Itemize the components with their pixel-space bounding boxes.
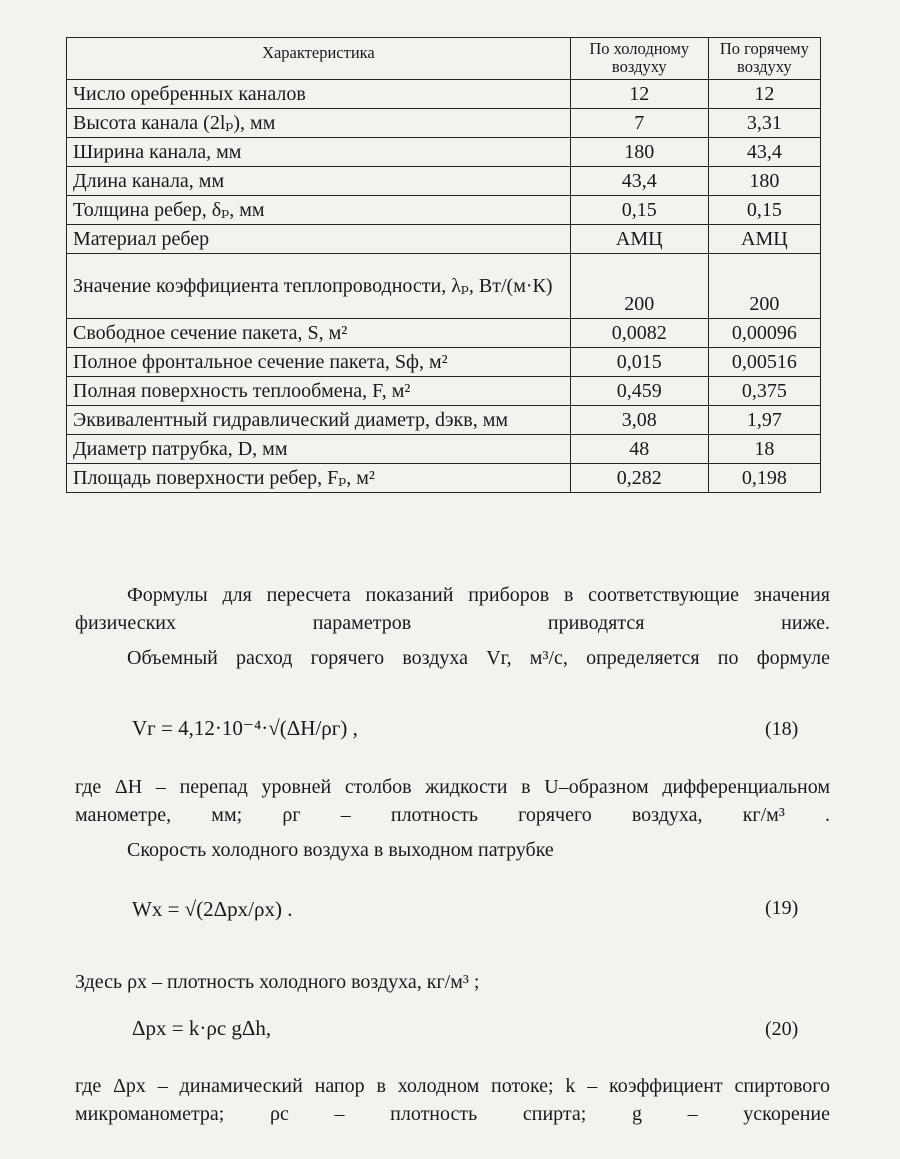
row-name: Полное фронтальное сечение пакета, Sф, м² (67, 347, 571, 376)
table-row (67, 224, 821, 253)
header-characteristic: Характеристика (67, 38, 571, 80)
table-row (67, 376, 821, 405)
row-cold-value: 200 (570, 253, 708, 318)
row-hot-value: 43,4 (708, 137, 820, 166)
paragraph-delta-h-definition: где ΔH – перепад уровней столбов жидкости в U–образном дифференциальном манометре, мм; ρг – плотность горячего воздуха, кг/м³ . (75, 776, 830, 826)
row-cold-value: 0,015 (570, 347, 708, 376)
paragraph-formulas-intro: Формулы для пересчета показаний приборов в соответствующие значения физических параметров приводятся ниже. (75, 584, 830, 634)
row-hot-value: 18 (708, 434, 820, 463)
row-name: Значение коэффициента теплопроводности, λₚ, Вт/(м·К) (67, 253, 571, 318)
row-cold-value: 12 (570, 79, 708, 108)
table-row (67, 463, 821, 492)
paragraph-dynamic-pressure-definition: где Δpх – динамический напор в холодном потоке; k – коэффициент спиртового микроманометра; ρс – плотность спирта; g – ускорение (75, 1075, 830, 1125)
row-name: Длина канала, мм (67, 166, 571, 195)
row-cold-value: 0,0082 (570, 318, 708, 347)
equation-20: Δpх = k·ρс gΔh, (132, 1016, 272, 1040)
row-cold-value: 180 (570, 137, 708, 166)
header-cold-air: По холодному воздуху (570, 38, 708, 80)
row-cold-value: 3,08 (570, 405, 708, 434)
table-row (67, 195, 821, 224)
paragraph-hot-air-flow: Объемный расход горячего воздуха Vг, м³/с, определяется по формуле (127, 647, 830, 669)
table-row (67, 79, 821, 108)
row-name: Материал ребер (67, 224, 571, 253)
row-hot-value: 3,31 (708, 108, 820, 137)
row-cold-value: АМЦ (570, 224, 708, 253)
row-cold-value: 0,459 (570, 376, 708, 405)
table-row (67, 434, 821, 463)
row-cold-value: 7 (570, 108, 708, 137)
row-name: Ширина канала, мм (67, 137, 571, 166)
row-name: Площадь поверхности ребер, Fₚ, м² (67, 463, 571, 492)
row-hot-value: 0,15 (708, 195, 820, 224)
table-row (67, 108, 821, 137)
row-cold-value: 43,4 (570, 166, 708, 195)
paragraph-cold-air-speed: Скорость холодного воздуха в выходном патрубке (127, 839, 554, 861)
equation-19: Wх = √(2Δpх/ρх) . (132, 897, 293, 921)
row-name: Свободное сечение пакета, S, м² (67, 318, 571, 347)
row-hot-value: 180 (708, 166, 820, 195)
header-hot-air: По горячему воздуху (708, 38, 820, 80)
row-name: Высота канала (2lₚ), мм (67, 108, 571, 137)
row-hot-value: 0,198 (708, 463, 820, 492)
table-row (67, 347, 821, 376)
table-row (67, 137, 821, 166)
paragraph-cold-air-density: Здесь ρх – плотность холодного воздуха, кг/м³ ; (75, 971, 480, 993)
row-hot-value: 0,375 (708, 376, 820, 405)
table-row (67, 253, 821, 318)
table-row (67, 318, 821, 347)
equation-20-number: (20) (765, 1018, 799, 1040)
row-hot-value: 12 (708, 79, 820, 108)
row-hot-value: 0,00096 (708, 318, 820, 347)
equation-18: Vг = 4,12·10⁻⁴·√(ΔH/ρг) , (132, 716, 358, 740)
row-name: Эквивалентный гидравлический диаметр, dэкв, мм (67, 405, 571, 434)
row-name: Диаметр патрубка, D, мм (67, 434, 571, 463)
row-name: Число оребренных каналов (67, 79, 571, 108)
row-name: Полная поверхность теплообмена, F, м² (67, 376, 571, 405)
table-row (67, 166, 821, 195)
row-hot-value: АМЦ (708, 224, 820, 253)
row-cold-value: 48 (570, 434, 708, 463)
row-hot-value: 0,00516 (708, 347, 820, 376)
row-cold-value: 0,282 (570, 463, 708, 492)
row-hot-value: 1,97 (708, 405, 820, 434)
table-header-row (67, 38, 821, 80)
equation-18-number: (18) (765, 718, 799, 740)
table-row (67, 405, 821, 434)
row-cold-value: 0,15 (570, 195, 708, 224)
row-hot-value: 200 (708, 253, 820, 318)
characteristics-table (66, 37, 821, 493)
equation-19-number: (19) (765, 897, 799, 919)
row-name: Толщина ребер, δₚ, мм (67, 195, 571, 224)
